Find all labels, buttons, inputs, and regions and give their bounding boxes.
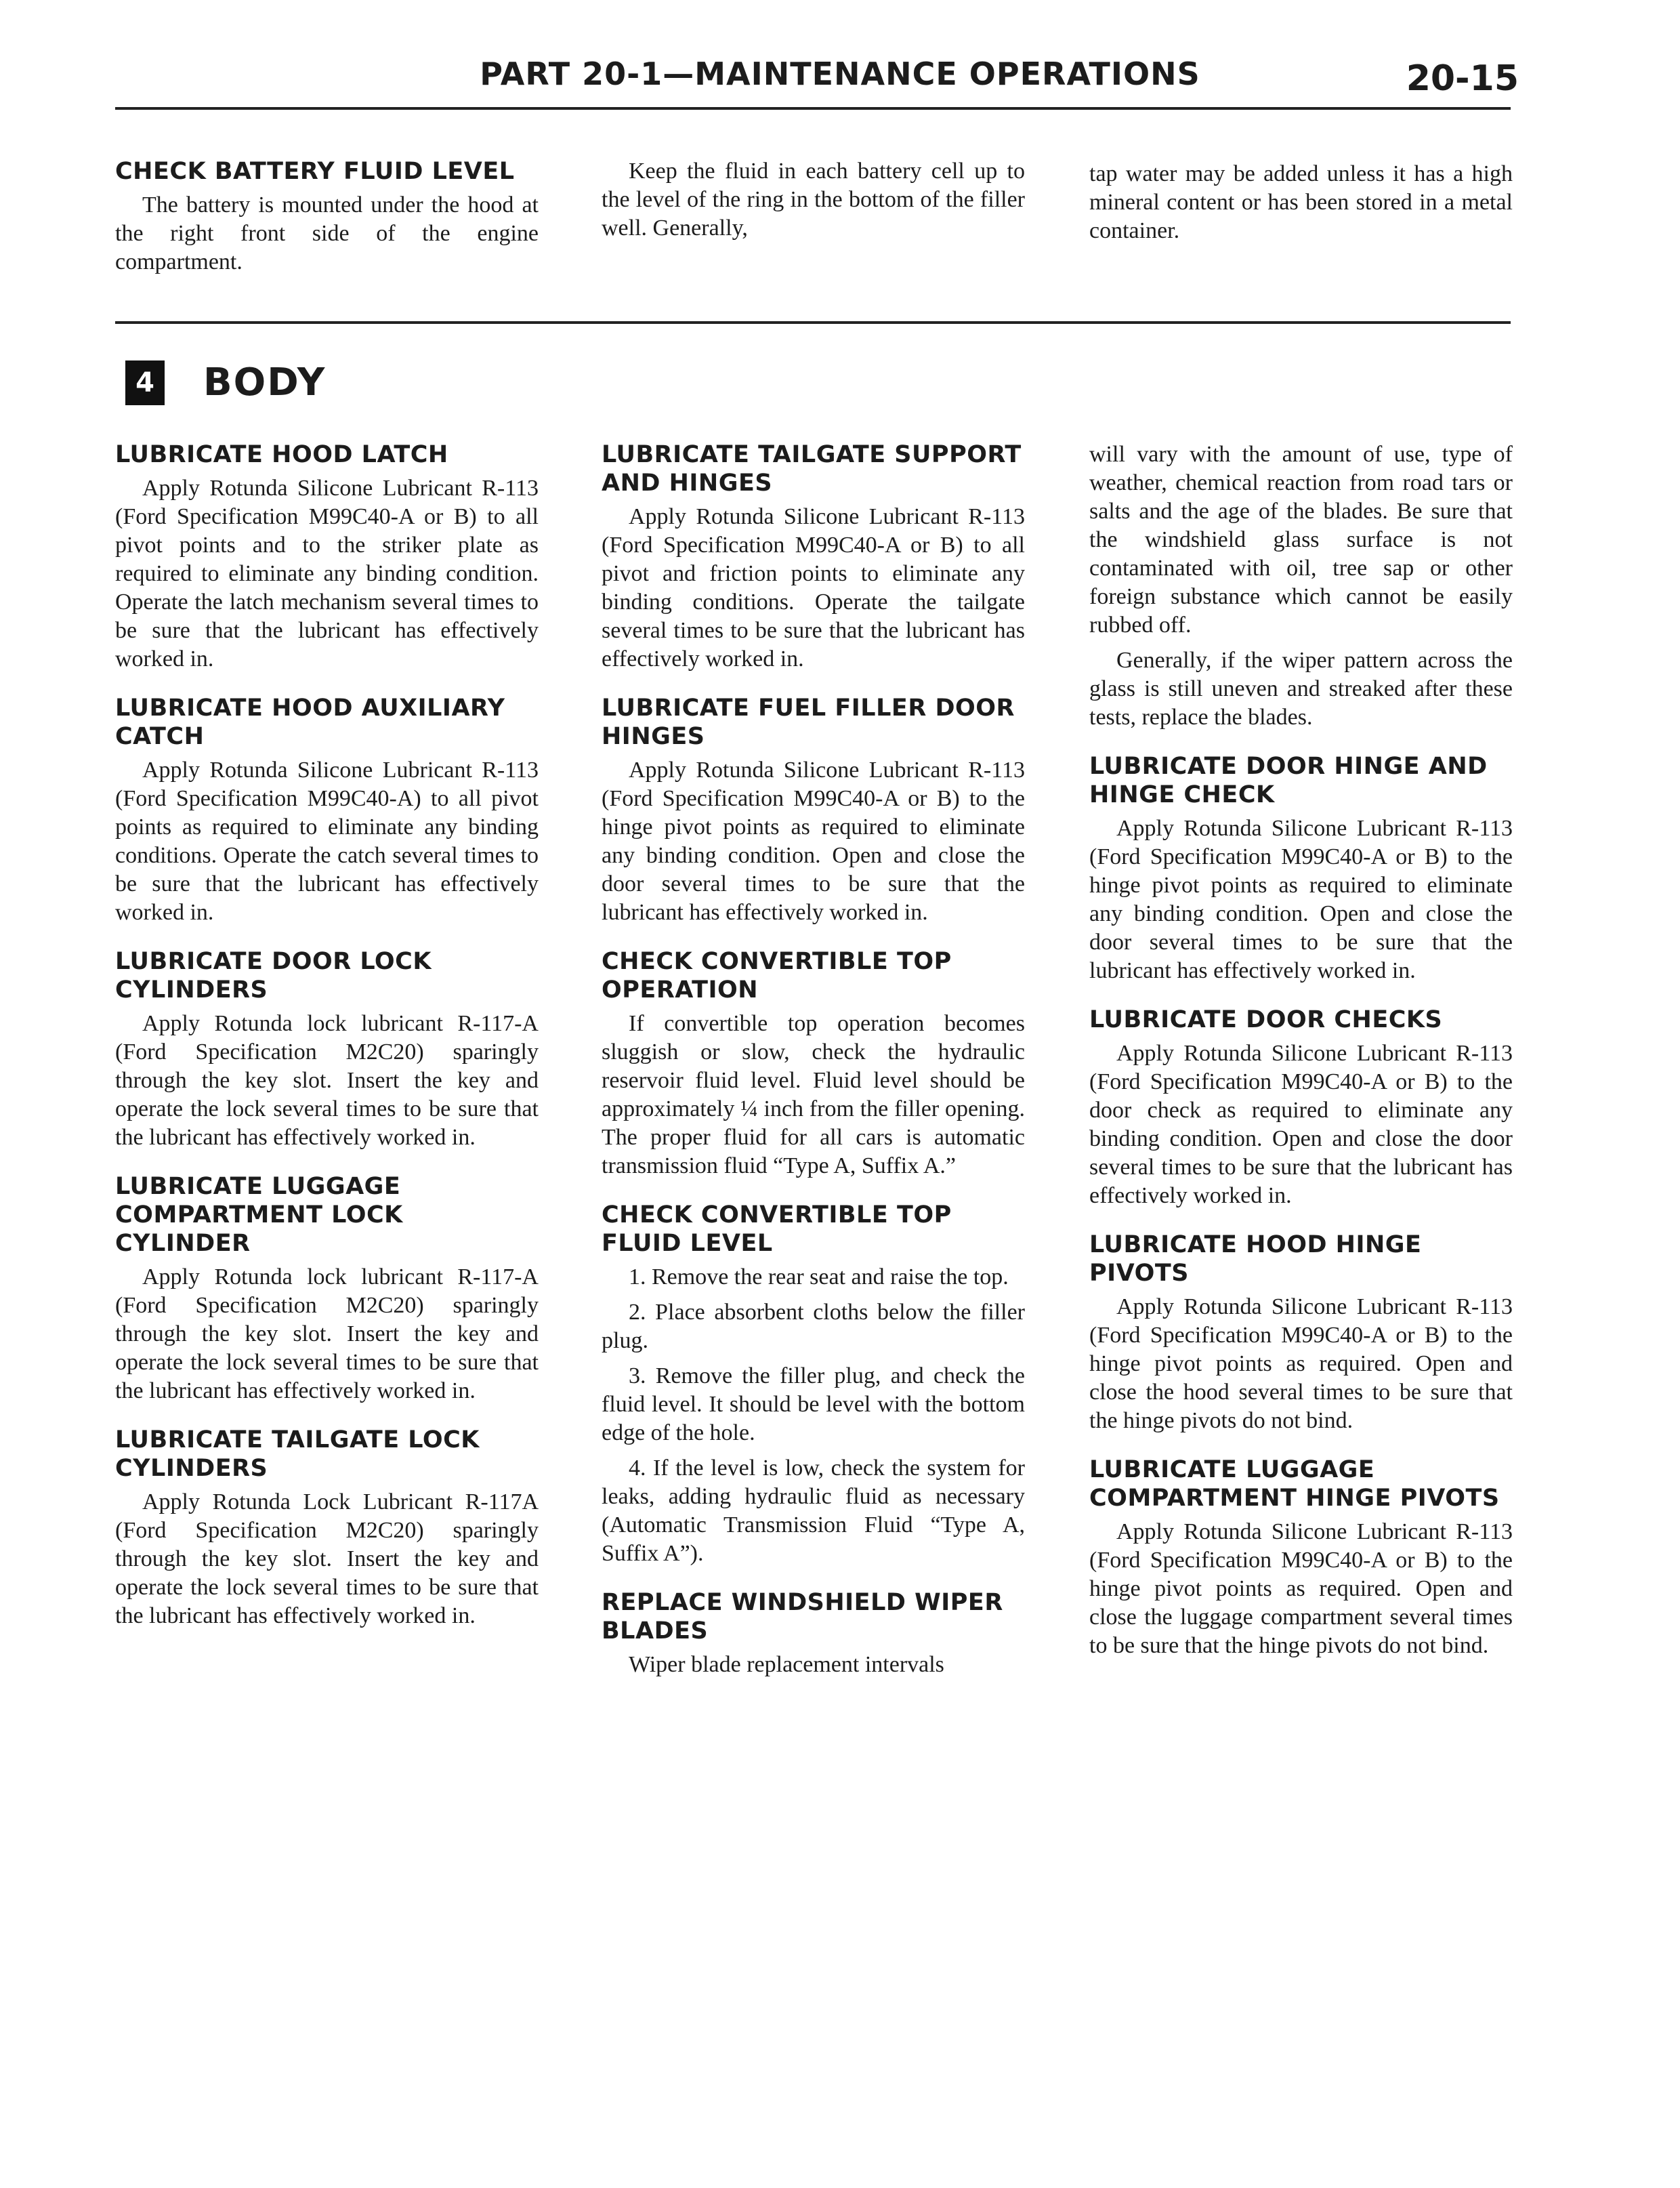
subsection <box>602 694 1025 927</box>
paragraph: Apply Rotunda Silicone Lubricant R-113 (Ford Specification M99C40-A or B) to the hinge pivot points as required to eliminate any binding condition. Open and close the door several times to be sure that the lubricant has effectively worked in. <box>602 758 1025 925</box>
paragraph: 2. Place absorbent cloths below the filler plug. <box>602 1300 1025 1353</box>
subsection <box>115 947 539 1152</box>
page-header-title: PART 20-1—MAINTENANCE OPERATIONS <box>480 56 1200 92</box>
subsection <box>1089 752 1513 985</box>
subsection-heading: LUBRICATE HOOD HINGE PIVOTS <box>1089 1231 1422 1287</box>
subsection <box>602 947 1025 1180</box>
subsection-heading: LUBRICATE HOOD AUXILIARY CATCH <box>115 695 505 750</box>
subsection-heading: LUBRICATE FUEL FILLER DOOR HINGES <box>602 695 1015 750</box>
section-heading: CHECK BATTERY FLUID LEVEL <box>115 158 515 185</box>
section-title: BODY <box>203 360 327 405</box>
subsection <box>115 1172 539 1405</box>
subsection <box>115 1426 539 1630</box>
subsection <box>1089 440 1513 732</box>
section-rule <box>115 321 1511 324</box>
section-number-badge: 4 <box>125 360 165 405</box>
subsection <box>115 440 539 674</box>
paragraph: Apply Rotunda Silicone Lubricant R-113 (Ford Specification M99C40-A or B) to the door check as required to eliminate any binding condition. Open and close the door several times to be sure that the lubricant has effectively worked in. <box>1089 1041 1513 1208</box>
subsection-heading: LUBRICATE LUGGAGE COMPARTMENT LOCK CYLINDER <box>115 1173 403 1257</box>
body-column-2 <box>602 440 1025 1699</box>
paragraph: Apply Rotunda lock lubricant R-117-A (Ford Specification M2C20) sparingly through the key slot. Insert the key and operate the lock several times to be sure that the lubricant has effectively worked in. <box>115 1011 539 1150</box>
paragraph: Apply Rotunda Silicone Lubricant R-113 (Ford Specification M99C40-A or B) to the hinge pivot points as required. Open and close the hood several times to be sure that the hinge pivots do not bind. <box>1089 1294 1513 1433</box>
paragraph: 3. Remove the filler plug, and check the fluid level. It should be level with the bottom edge of the hole. <box>602 1363 1025 1445</box>
subsection <box>1089 1231 1513 1435</box>
page-number: 20-15 <box>1406 58 1519 99</box>
paragraph: tap water may be added unless it has a high mineral content or has been stored in a metal container. <box>1089 161 1513 243</box>
paragraph: Apply Rotunda Silicone Lubricant R-113 (Ford Specification M99C40-A or B) to the hinge pivot points as required. Open and close the luggage compartment several times to be sure that the hinge pivots do not bind. <box>1089 1519 1513 1658</box>
paragraph: Generally, if the wiper pattern across the glass is still uneven and streaked after these tests, replace the blades. <box>1089 648 1513 730</box>
paragraph: Wiper blade replacement intervals <box>629 1652 944 1677</box>
paragraph: will vary with the amount of use, type of weather, chemical reaction from road tars or salts and the age of the blades. Be sure that the windshield glass surface is not contaminated with oil, tree sap or other foreign substance which cannot be easily rubbed off. <box>1089 442 1513 638</box>
body-column-1 <box>115 440 539 1651</box>
subsection <box>1089 1006 1513 1210</box>
paragraph: 4. If the level is low, check the system for leaks, adding hydraulic fluid as necessary (Automatic Transmission Fluid “Type A, Suffix A”). <box>602 1456 1025 1566</box>
paragraph: Apply Rotunda Silicone Lubricant R-113 (Ford Specification M99C40-A or B) to all pivot and friction points to eliminate any binding conditions. Operate the tailgate several times to be sure that the lubricant has effectively worked in. <box>602 504 1025 672</box>
paragraph: Apply Rotunda Silicone Lubricant R-113 (Ford Specification M99C40-A or B) to the hinge pivot points as required to eliminate any binding condition. Open and close the door several times to be sure that the lubricant has effectively worked in. <box>1089 816 1513 983</box>
body-column-3 <box>1089 440 1513 1680</box>
subsection-heading: LUBRICATE HOOD LATCH <box>115 441 448 468</box>
subsection-heading: LUBRICATE DOOR LOCK CYLINDERS <box>115 948 432 1004</box>
paragraph: If convertible top operation becomes sluggish or slow, check the hydraulic reservoir fluid level. Fluid level should be approximately ¼ inch from the filler opening. The proper fluid for all cars is automatic transmission fluid “Type A, Suffix A.” <box>602 1011 1025 1178</box>
subsection-heading: LUBRICATE LUGGAGE COMPARTMENT HINGE PIVOTS <box>1089 1456 1500 1512</box>
subsection-heading: LUBRICATE TAILGATE LOCK CYLINDERS <box>115 1426 480 1482</box>
subsection <box>115 694 539 927</box>
subsection-heading: CHECK CONVERTIBLE TOP OPERATION <box>602 948 952 1004</box>
subsection <box>1089 1456 1513 1660</box>
top-col-1 <box>115 157 539 283</box>
subsection-heading: LUBRICATE DOOR HINGE AND HINGE CHECK <box>1089 753 1488 808</box>
subsection <box>602 1201 1025 1568</box>
subsection <box>602 440 1025 674</box>
paragraph: The battery is mounted under the hood at the right front side of the engine compartment. <box>115 192 539 274</box>
paragraph: Apply Rotunda Lock Lubricant R-117A (Ford Specification M2C20) sparingly through the key slot. Insert the key and operate the lock several times to be sure that the lubricant has effectively worked in. <box>115 1489 539 1628</box>
subsection-heading: REPLACE WINDSHIELD WIPER BLADES <box>602 1589 1003 1645</box>
header-rule <box>115 107 1511 110</box>
paragraph: 1. Remove the rear seat and raise the top. <box>629 1264 1009 1289</box>
subsection-heading: LUBRICATE DOOR CHECKS <box>1089 1006 1443 1033</box>
paragraph: Apply Rotunda Silicone Lubricant R-113 (Ford Specification M99C40-A) to all pivot points as required to eliminate any binding conditions. Operate the catch several times to be sure that the lubricant has effectively worked in. <box>115 758 539 925</box>
paragraph: Apply Rotunda Silicone Lubricant R-113 (Ford Specification M99C40-A or B) to all pivot points and to the striker plate as required to eliminate any binding condition. Operate the latch mechanism several times to be sure that the lubricant has effectively worked in. <box>115 476 539 672</box>
top-col-3 <box>1089 160 1513 252</box>
subsection <box>602 1588 1025 1679</box>
subsection-heading: LUBRICATE TAILGATE SUPPORT AND HINGES <box>602 441 1022 497</box>
paragraph: Apply Rotunda lock lubricant R-117-A (Ford Specification M2C20) sparingly through the key slot. Insert the key and operate the lock several times to be sure that the lubricant has effectively worked in. <box>115 1264 539 1403</box>
subsection-heading: CHECK CONVERTIBLE TOP FLUID LEVEL <box>602 1201 952 1257</box>
top-col-2 <box>602 157 1025 249</box>
paragraph: Keep the fluid in each battery cell up to the level of the ring in the bottom of the filler well. Generally, <box>602 159 1025 241</box>
